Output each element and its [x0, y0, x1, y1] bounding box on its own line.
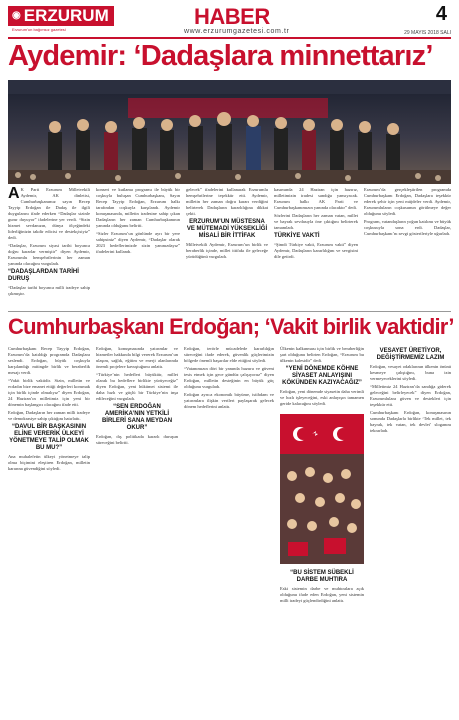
page-number: 4	[435, 3, 447, 25]
article1-col5-p2: Program, vatandaşların yoğun katılımı ve büyük coşkusuyla sona erdi. Dadaşlar, Cumhurbaşkanı’nı sevgi gösterileriyle uğurladı.	[364, 219, 451, 236]
article1-subhead-3: TÜRKİYE VAKTİ	[274, 233, 320, 239]
logo-text: ERZURUM	[23, 6, 109, 25]
article2-col2-p1: Erdoğan, konuşmasında yatırımlar ve hizmetler hakkında bilgi vererek Erzurum’un ulaşım, sağlık, eğitim ve enerji alanlarında önemli projelere kavuştuğunu anlattı.	[96, 346, 178, 369]
article1-subhead-1: “DADAŞLARDAN TARİHİ DURUŞ	[8, 269, 79, 282]
article2-col1-p1: Cumhurbaşkanı Recep Tayyip Erdoğan, Erzurum’da katıldığı programda Dadaşlara seslendi. Erdoğan, büyük coşkuyla karşılandığı mitingde birlik ve beraberlik mesajı verdi.	[8, 346, 90, 375]
logo-icon: ◉	[12, 10, 21, 21]
article2-col4-p3: Eski sistemin darbe ve muhtıralara açık olduğunu ifade eden Erdoğan, yeni sistemin milli iradeyi güçlendirdiğini anlattı.	[280, 586, 364, 603]
article2-subhead-3: “YENİ DÖNEMDE KÖHNE SİYASET ANLAYIŞINI KÖKÜNDEN KAZIYACAĞIZ”	[282, 366, 362, 386]
article1-col5-p1: Erzurum’da gerçekleştirilen programda Cumhurbaşkanı Erdoğan, Dadaşlara teşekkür ederek şehir için yeni müjdeler verdi. Aydemir, Erzurumluların coşkusunun görülmeye değer olduğunu söyledi.	[364, 187, 451, 216]
article2-col1-p3: Erdoğan, Dadaşların her zaman milli iradeye ve demokrasiye sahip çıktığını hatırlattı.	[8, 410, 90, 421]
article2-column-3	[184, 346, 274, 714]
dropcap: A	[8, 187, 20, 202]
masthead-divider	[8, 37, 451, 39]
article2-col2-p2: “Türkiye’nin hedefleri büyüktür, millet olarak bu hedeflere birlikte yürüyeceğiz” diyen Erdoğan, yeni hükümet sistemi ile daha hızlı ve güçlü bir Türkiye’nin inşa edileceğini vurguladı.	[96, 372, 178, 401]
article1-col3-p1: gelecek” ifadelerini kullanarak Erzurumlu hemşehrilerine teşekkür etti. Aydemir, milletin her zaman doğru kararı verdiğini belirterek Dadaşların kararlılığına dikkat çekti.	[186, 187, 268, 216]
article1-col4-p3: “Şimdi Türkiye vakti, Erzurum vakti” diyen Aydemir, Dadaşların kararlılığını ve sevgisini dile getirdi.	[274, 242, 358, 259]
article2-column-2	[96, 346, 178, 714]
article2-col1-p4: Ana muhalefetin ülkeyi yönetmeye talip olma biçimini eleştiren Erdoğan, milletin kararına güvendiğini söyledi.	[8, 454, 90, 471]
masthead	[8, 3, 451, 38]
site-url[interactable]: www.erzurumgazetesi.com.tr	[184, 28, 290, 35]
article2-subhead-4: “BU SİSTEM SÜBEKLİ DARBE MUHTIRA	[290, 570, 354, 583]
article2-col3-p1: Erdoğan, terörle mücadelede kararlılığın süreceğini ifade ederek, güvenlik güçlerimizin bölgede önemli başarılar elde ettiğini söyledi.	[184, 346, 274, 363]
article2-column-4-lower	[280, 568, 364, 714]
article2-col5-p1: Erdoğan, vesayet odaklarının ülkenin önünü kesmeye çalıştığını, buna izin vermeyeceklerini söyledi.	[370, 364, 451, 381]
article1-col4-p2: Sözlerini Dadaşların her zaman vatan, millet ve bayrak sevdasıyla öne çıktığını belirterek tamamladı.	[274, 213, 358, 230]
logo-tagline: Erzurum'un bağımsız gazetesi	[12, 27, 66, 32]
masthead-logo[interactable]	[8, 6, 114, 26]
section-title: HABER	[194, 4, 270, 29]
article1-col1-p1: K Parti Erzurum Milletvekili Aydemir, AK dinletisi, Cumhurbaşkanımız sayın Recep Tayyip Erdoğan ile Dadaş ile ilgili duygularını ifade ederken “Dadaşlar sizinle gurur duyuyor” ifadelerine yer verdi. “Sizin hizmet sevdanızın, dünya ölçeğindeki liderliğinizin takdir edicisi ve destekçisiyiz” dedi.	[8, 187, 90, 240]
article2-column-1	[8, 346, 90, 714]
article2-col4-p2: Erdoğan, yeni dönemde siyasetin daha verimli ve hızlı işleyeceğini, eski anlayışın tamamen geride kalacağını söyledi.	[280, 389, 364, 406]
article2-subhead-5: VESAYET ÜRETİYOR, DEĞİŞTİRMEMİZ LAZIM	[376, 348, 445, 361]
article2-photo	[280, 414, 364, 564]
article1-headline: Aydemir: ‘Dadaşlara minnettarız’	[8, 40, 433, 72]
article2-subhead-1: “DAVUL BİR BAŞKASININ ELİNE VERERİK ÜLKEYİ YÖNETMEYE TALİP OLMAK BU MU?”	[9, 424, 89, 451]
article2-subhead-2: “SEN ERDOĞAN AMERİKA’NIN YETKİLİ BİRLERİ SANA MEYDAN OKUR”	[101, 404, 173, 431]
article1-col1-p3: “Dadaşlar tarihi boyunca milli iradeye sahip çıkmıştır.	[8, 285, 90, 296]
article1-col2-p1: konseri ve kutlama programı ile büyük bir coşkuyla buluşan Cumhurbaşkanı, Sayın Recep Tayyip Erdoğan, Erzurum halkı tarafından coşkuyla karşılandı. Aydemir konuşmasında, milletin iradesine sahip çıkan Dadaşların her zaman Cumhurbaşkanının yanında olduğunu belirtti.	[96, 187, 180, 228]
article2-col4-p1: Ülkenin kalkınması için birlik ve beraberliğin şart olduğunu belirten Erdoğan, “Erzurum bu ülkenin kalesidir” dedi.	[280, 346, 364, 363]
article1-photo	[8, 80, 451, 184]
article-divider	[8, 311, 451, 312]
article1-col4-p1: kasımında 24 Haziran için hazırız, milletimizin iradesi sandığa yansıyacak. Erzurum halkı AK Parti ve Cumhurbaşkanımızın yanında olacaktır” dedi.	[274, 187, 358, 210]
article2-column-4	[280, 346, 364, 412]
article1-col1-p2: “Dadaşlar, Erzurum siyasi tarihi boyunca doğru kararlar vermiştir” diyen Aydemir, Erzurumlu hemşehrilerinin her zaman yanında olacağını vurguladı.	[8, 243, 90, 266]
article2-col5-p2: “Milletimiz 24 Haziran’da sandığa giderek geleceğini belirleyecek” diyen Erdoğan, Erzurumlulara güven ve destekleri için teşekkür etti.	[370, 384, 451, 407]
article1-column-3	[186, 187, 268, 309]
article2-col5-p3: Cumhurbaşkanı Erdoğan, konuşmasının sonunda Dadaşlarla birlikte ‘Tek millet, tek bayrak, tek vatan, tek devlet’ sloganını tekrarladı.	[370, 410, 451, 433]
article1-col2-p2: “Sizler Erzurum’un gönlünde ayrı bir yere sahipsiniz” diyen Aydemir, “Dadaşlar olarak 2023 hedeflerimizde sizin yanınızdayız” ifadelerini kullandı.	[96, 231, 180, 254]
article2-col3-p2: “Vatanımızın dört bir yanında huzuru ve güveni tesis etmek için gece gündüz çalışıyoruz” diyen Erdoğan, milletin desteğinin en büyük güç olduğunu vurguladı.	[184, 366, 274, 389]
issue-date: 29 MAYIS 2018 SALI	[404, 30, 451, 36]
article1-column-2	[96, 187, 180, 309]
article2-column-5	[370, 346, 451, 714]
article2-col1-p2: “Vakit birlik vaktidir. Sizin, milletin ve ecdadın bize emanet ettiği değerleri korumak için birlik içinde olmalıyız” diyen Erdoğan, 24 Haziran’ın milletimiz için yeni bir dönemin başlangıcı olacağını ifade etti.	[8, 378, 90, 407]
article1-col3-p2: Milletvekili Aydemir, Erzurum’un birlik ve beraberlik içinde, millet ittifakı ile geleceğe yürüdüğünü vurguladı.	[186, 242, 268, 259]
article1-column-1	[8, 187, 90, 309]
article1-column-4	[274, 187, 358, 309]
article1-column-5	[364, 187, 451, 309]
article1-subhead-2: ERZURUM’UN MÜSTESNA VE MÜTEMADİ YÜKSEKLİĞİ MİSALİ BİR İTTİFAK	[186, 219, 268, 239]
article2-col2-p3: Erdoğan, dış politikada kararlı duruşun süreceğini belirtti.	[96, 434, 178, 445]
article2-headline: Cumhurbaşkanı Erdoğan; ‘Vakit birlik vaktidir’	[8, 314, 454, 339]
article2-col3-p3: Erdoğan ayrıca ekonomik büyüme, istihdam ve yatırımlara ilişkin verileri paylaşarak gelecek dönem hedeflerini anlattı.	[184, 392, 274, 409]
